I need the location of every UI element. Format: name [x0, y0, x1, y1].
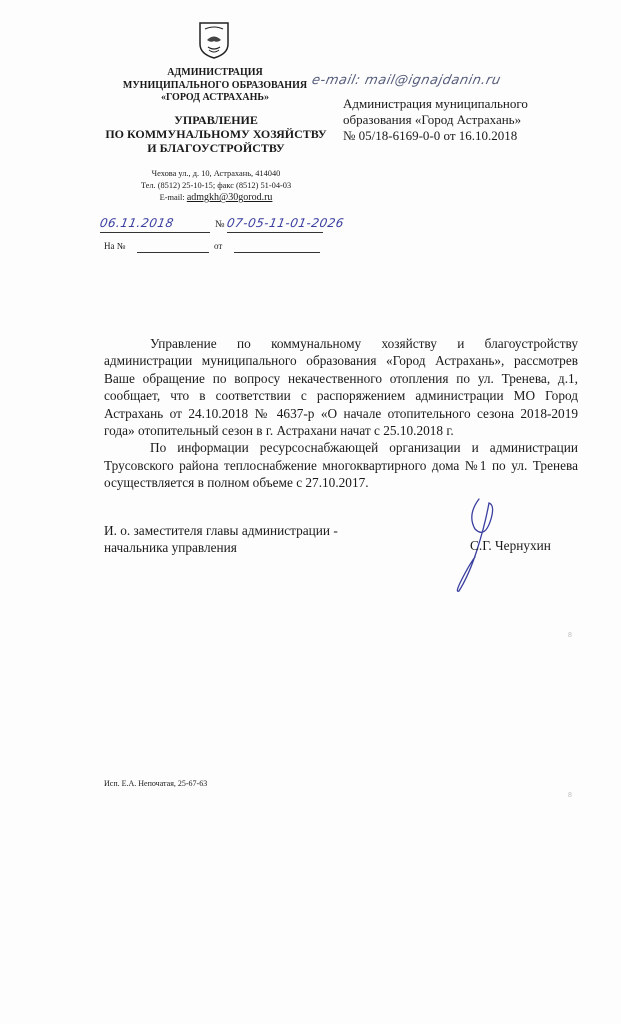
outgoing-number: 07-05-11-01-2026 — [225, 216, 346, 230]
reference-number-line — [137, 252, 209, 253]
body-paragraph-1: Управление по коммунальному хозяйству и благоустройству администрации муниципального образования «Город Астрахань», рассмотрев Ваше обращение по вопросу некачественного отопления по ул. Тренева, д.1, сообщает, что в соответствии с распоряжением администрации МО Город Астрахань от 24.10.2018 № 4637-р «О начале отопительного сезона 2018-2019 года» отопительный сезон в г. Астрахани начат с 25.10.2018 г. — [104, 336, 578, 439]
handwritten-email: e-mail: mail@ignajdanin.ru — [310, 73, 503, 88]
coat-of-arms-icon — [197, 20, 231, 60]
addressee-line-2: образования «Город Астрахань» — [343, 112, 522, 127]
organization-name — [104, 67, 326, 105]
org-line-1: АДМИНИСТРАЦИЯ — [167, 67, 263, 78]
outgoing-date: 06.11.2018 — [98, 216, 175, 230]
signatory-title-line-2: начальника управления — [104, 540, 237, 555]
department-name — [100, 113, 332, 155]
dept-line-2: ПО КОММУНАЛЬНОМУ ХОЗЯЙСТВУ — [105, 127, 327, 141]
org-line-2: МУНИЦИПАЛЬНОГО ОБРАЗОВАНИЯ — [122, 79, 308, 91]
phone: Тел. (8512) 25-10-15; факс (8512) 51-04-03 — [140, 181, 292, 190]
body-paragraph-2: По информации ресурсоснабжающей организации и администрации Трусовского района теплоснабжение многоквартирного дома №1 по ул. Тренева осуществляется в полном объеме с 27.10.2017. — [104, 440, 578, 491]
number-label: № — [215, 219, 225, 230]
addressee-block — [343, 96, 563, 144]
number-underline — [227, 232, 323, 233]
letter-body — [104, 335, 578, 492]
reference-date-label: от — [214, 241, 223, 251]
dept-line-3: И БЛАГОУСТРОЙСТВУ — [147, 141, 285, 155]
signatory-title — [104, 522, 338, 556]
email-line — [105, 192, 327, 204]
dept-line-1: УПРАВЛЕНИЕ — [174, 113, 258, 127]
contact-block — [105, 168, 327, 204]
date-underline — [100, 232, 210, 233]
address: Чехова ул., д. 10, Астрахань, 414040 — [151, 169, 281, 178]
executor-note: Исп. Е.А. Непочатая, 25-67-63 — [104, 779, 208, 788]
email-link[interactable]: admgkh@30gorod.ru — [186, 192, 273, 203]
signatory-name: С.Г. Чернухин — [470, 538, 551, 553]
addressee-line-1: Администрация муниципального — [343, 96, 528, 111]
stray-mark-1: 8 — [568, 632, 572, 639]
reference-number-label: На № — [104, 241, 126, 251]
addressee-line-3: № 05/18-6169-0-0 от 16.10.2018 — [343, 128, 518, 143]
reference-date-line — [234, 252, 320, 253]
stray-mark-2: 8 — [568, 792, 572, 799]
email-prefix: E-mail: — [159, 193, 187, 202]
org-line-3: «ГОРОД АСТРАХАНЬ» — [160, 92, 270, 103]
signatory-title-line-1: И. о. заместителя главы администрации - — [104, 523, 338, 538]
